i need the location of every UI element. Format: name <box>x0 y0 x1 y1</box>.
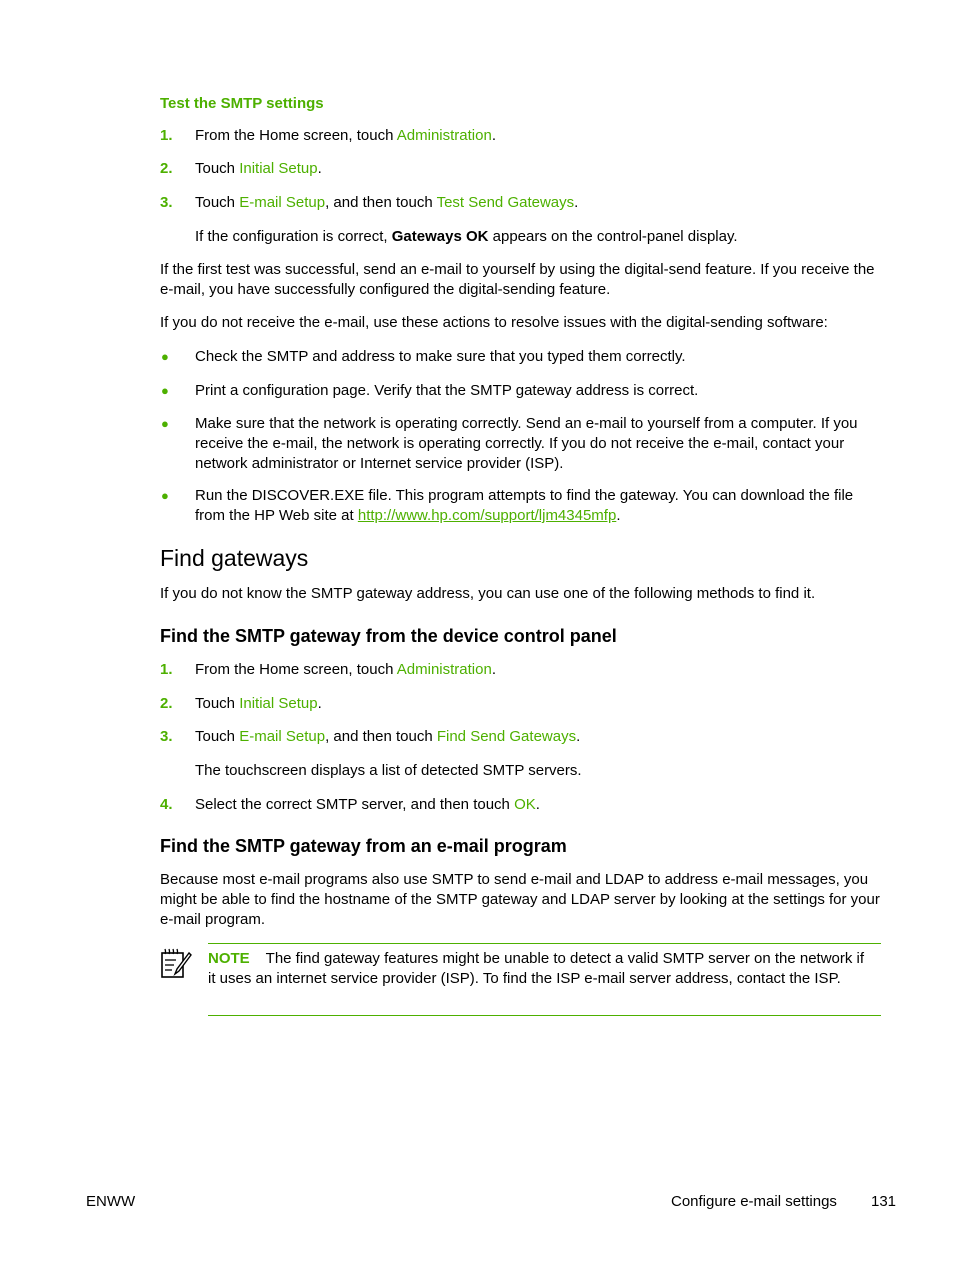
step-text-part: Touch <box>195 695 240 712</box>
step-text-part: From the Home screen, touch <box>195 127 397 144</box>
note-content <box>208 949 868 989</box>
initial-setup-link[interactable]: Initial Setup <box>239 160 318 177</box>
step-text <box>195 126 885 146</box>
bullet-text: Print a configuration page. Verify that the SMTP gateway address is correct. <box>195 382 699 399</box>
note-bottom-rule <box>208 1015 881 1016</box>
step-text <box>195 694 885 714</box>
step-number: 3. <box>160 194 173 211</box>
step-text-part: . <box>574 194 579 211</box>
email-setup-link[interactable]: E-mail Setup <box>239 194 326 211</box>
footer-left-label: ENWW <box>86 1193 136 1210</box>
bullet-dot-icon: ● <box>161 383 169 398</box>
step-text-part: Select the correct SMTP server, and then touch <box>195 796 515 813</box>
subsection-heading-email-program: Find the SMTP gateway from an e-mail program <box>160 836 567 856</box>
bullet-text: Make sure that the network is operating correctly. Send an e-mail to yourself from a computer. If you receive the e-mail, the network is operating correctly. If you do not receive the e-mail, contact your network administrator or Internet service provider (ISP). <box>195 415 858 472</box>
step-text-part: . <box>491 127 496 144</box>
step-text-part: . <box>576 728 581 745</box>
step-text-part: From the Home screen, touch <box>195 661 397 678</box>
step-text-part: . <box>535 796 540 813</box>
subsection-heading-test-smtp: Test the SMTP settings <box>160 95 324 112</box>
initial-setup-link[interactable]: Initial Setup <box>239 695 318 712</box>
paragraph: If you do not know the SMTP gateway address, you can use one of the following methods to find it. <box>160 585 816 602</box>
step-text <box>195 193 885 213</box>
step-text-part: , and then touch <box>325 194 437 211</box>
bullet-text: Check the SMTP and address to make sure that you typed them correctly. <box>195 348 686 365</box>
hp-support-url-link[interactable]: http://www.hp.com/support/ljm4345mfp <box>357 507 617 524</box>
bullet-dot-icon: ● <box>161 416 169 431</box>
note-text: The find gateway features might be unable to detect a valid SMTP server on the network if it uses an internet service provider (ISP). To find the ISP e-mail server address, contact the ISP. <box>208 950 865 987</box>
paragraph: If you do not receive the e-mail, use these actions to resolve issues with the digital-sending software: <box>160 314 828 331</box>
bullet-dot-icon: ● <box>161 488 169 503</box>
administration-link[interactable]: Administration <box>396 661 492 678</box>
step-number: 3. <box>160 728 173 745</box>
step-text-part: . <box>491 661 496 678</box>
step-result-text: The touchscreen displays a list of detected SMTP servers. <box>195 762 582 779</box>
administration-link[interactable]: Administration <box>396 127 492 144</box>
section-heading-find-gateways: Find gateways <box>160 545 309 571</box>
step-text <box>195 795 885 815</box>
ok-link[interactable]: OK <box>514 796 536 813</box>
step-text-part: , and then touch <box>325 728 437 745</box>
step-text-part: . <box>317 160 322 177</box>
paragraph: Because most e-mail programs also use SMTP to send e-mail and LDAP to address e-mail messages, you might be able to find the hostname of the SMTP gateway and LDAP server by looking at the settings for your e-mail program. <box>160 871 880 928</box>
find-send-gateways-link[interactable]: Find Send Gateways <box>436 728 577 745</box>
step-number: 2. <box>160 160 173 177</box>
step-text-part: Touch <box>195 194 240 211</box>
subsection-heading-control-panel: Find the SMTP gateway from the device control panel <box>160 626 617 646</box>
step-text <box>195 727 885 747</box>
test-send-gateways-link[interactable]: Test Send Gateways <box>436 194 575 211</box>
bullet-dot-icon: ● <box>161 349 169 364</box>
step-text-part: Touch <box>195 160 240 177</box>
step-number: 1. <box>160 127 173 144</box>
step-result-text <box>195 227 885 247</box>
gateways-ok-label: Gateways OK <box>391 228 489 245</box>
email-setup-link[interactable]: E-mail Setup <box>239 728 326 745</box>
bullet-text-part: Run the DISCOVER.EXE file. This program attempts to find the gateway. You can download the file from the HP Web site at <box>195 487 854 524</box>
note-top-rule <box>208 943 881 944</box>
step-text <box>195 159 885 179</box>
bullet-text <box>195 486 885 526</box>
step-number: 1. <box>160 661 173 678</box>
bullet-text-part: . <box>616 507 621 524</box>
result-text-part: If the configuration is correct, <box>195 228 392 245</box>
note-pencil-icon <box>160 947 192 979</box>
page-number: 131 <box>871 1193 897 1210</box>
step-number: 2. <box>160 695 173 712</box>
paragraph: If the first test was successful, send an e-mail to yourself by using the digital-send feature. If you receive the e-mail, you have successfully configured the digital-sending feature. <box>160 261 875 298</box>
note-label: NOTE <box>208 950 250 967</box>
step-text <box>195 660 885 680</box>
footer-section-title: Configure e-mail settings <box>671 1193 837 1210</box>
step-text-part: . <box>317 695 322 712</box>
result-text-part: appears on the control-panel display. <box>488 228 738 245</box>
step-text-part: Touch <box>195 728 240 745</box>
step-number: 4. <box>160 796 173 813</box>
